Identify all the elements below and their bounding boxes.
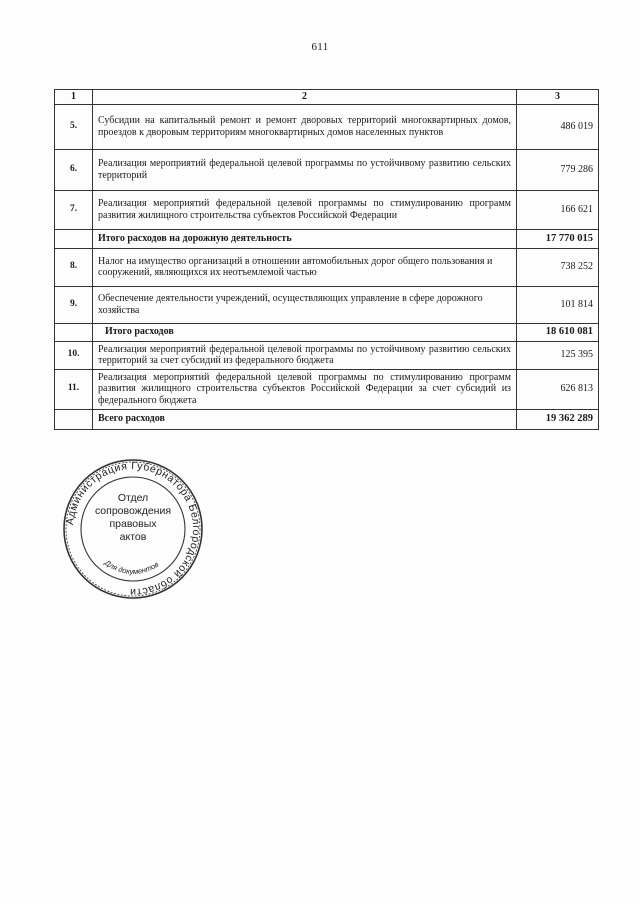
row-number: 7.: [55, 190, 93, 229]
stamp-outer-text: Администрация Губернатора Белгородской области: [64, 459, 203, 599]
stamp-line: актов: [119, 531, 147, 543]
row-description: Реализация мероприятий федеральной целевой программы по стимулированию программ развития жилищного строительства субъектов Российской Федерации: [93, 190, 517, 229]
row-amount: 738 252: [517, 248, 599, 286]
subtotal-row: [55, 229, 599, 248]
grand-total-row: [55, 409, 599, 429]
table-header-row: [55, 90, 599, 105]
official-stamp: [62, 458, 204, 600]
row-number: 11.: [55, 369, 93, 409]
row-number: 10.: [55, 341, 93, 369]
stamp-inner-text: Для документов: [103, 558, 161, 577]
row-description: Реализация мероприятий федеральной целевой программы по устойчивому развитию сельских территорий за счет субсидий из федерального бюджета: [93, 341, 517, 369]
table-row: [55, 341, 599, 369]
page-number: 611: [311, 41, 329, 53]
column-header-2: 2: [93, 90, 517, 105]
subtotal-label: Итого расходов на дорожную деятельность: [93, 229, 517, 248]
stamp-line: сопровождения: [94, 505, 172, 517]
column-header-3: 3: [517, 90, 599, 105]
subtotal-amount: 17 770 015: [517, 229, 599, 248]
grand-total-label: Всего расходов: [93, 409, 517, 429]
table-row: [55, 190, 599, 229]
subtotal-label: Итого расходов: [93, 323, 517, 341]
budget-table: [54, 89, 599, 430]
table-row: [55, 104, 599, 149]
row-description: Обеспечение деятельности учреждений, осуществляющих управление в сфере дорожного хозяйства: [93, 286, 517, 323]
row-description: Реализация мероприятий федеральной целевой программы по стимулированию программ развития жилищного строительства субъектов Российской Федерации за счет субсидий из федерального бюджета: [93, 369, 517, 409]
row-description: Реализация мероприятий федеральной целевой программы по устойчивому развитию сельских территорий: [93, 149, 517, 190]
row-amount: 166 621: [517, 190, 599, 229]
subtotal-row: [55, 323, 599, 341]
subtotal-amount: 18 610 081: [517, 323, 599, 341]
row-amount: 779 286: [517, 149, 599, 190]
svg-text:Для документов: [102, 558, 160, 577]
row-number-empty: [55, 323, 93, 341]
row-amount: 101 814: [517, 286, 599, 323]
row-description: Субсидии на капитальный ремонт и ремонт дворовых территорий многоквартирных домов, проездов к дворовым территориям многоквартирных домов населенных пунктов: [93, 104, 517, 149]
row-number-empty: [55, 229, 93, 248]
row-amount: 125 395: [517, 341, 599, 369]
row-number-empty: [55, 409, 93, 429]
stamp-center-text: [82, 492, 184, 544]
grand-total-amount: 19 362 289: [517, 409, 599, 429]
row-number: 8.: [55, 248, 93, 286]
column-header-1: 1: [55, 90, 93, 105]
row-amount: 486 019: [517, 104, 599, 149]
table-row: [55, 286, 599, 323]
table-row: [55, 369, 599, 409]
row-number: 9.: [55, 286, 93, 323]
table-row: [55, 149, 599, 190]
row-description: Налог на имущество организаций в отношении автомобильных дорог общего пользования и сооружений, являющихся их неотъемлемой частью: [93, 248, 517, 286]
table-row: [55, 248, 599, 286]
row-number: 6.: [55, 149, 93, 190]
row-amount: 626 813: [517, 369, 599, 409]
stamp-line: Отдел: [117, 492, 149, 504]
row-number: 5.: [55, 104, 93, 149]
stamp-line: правовых: [109, 518, 157, 530]
